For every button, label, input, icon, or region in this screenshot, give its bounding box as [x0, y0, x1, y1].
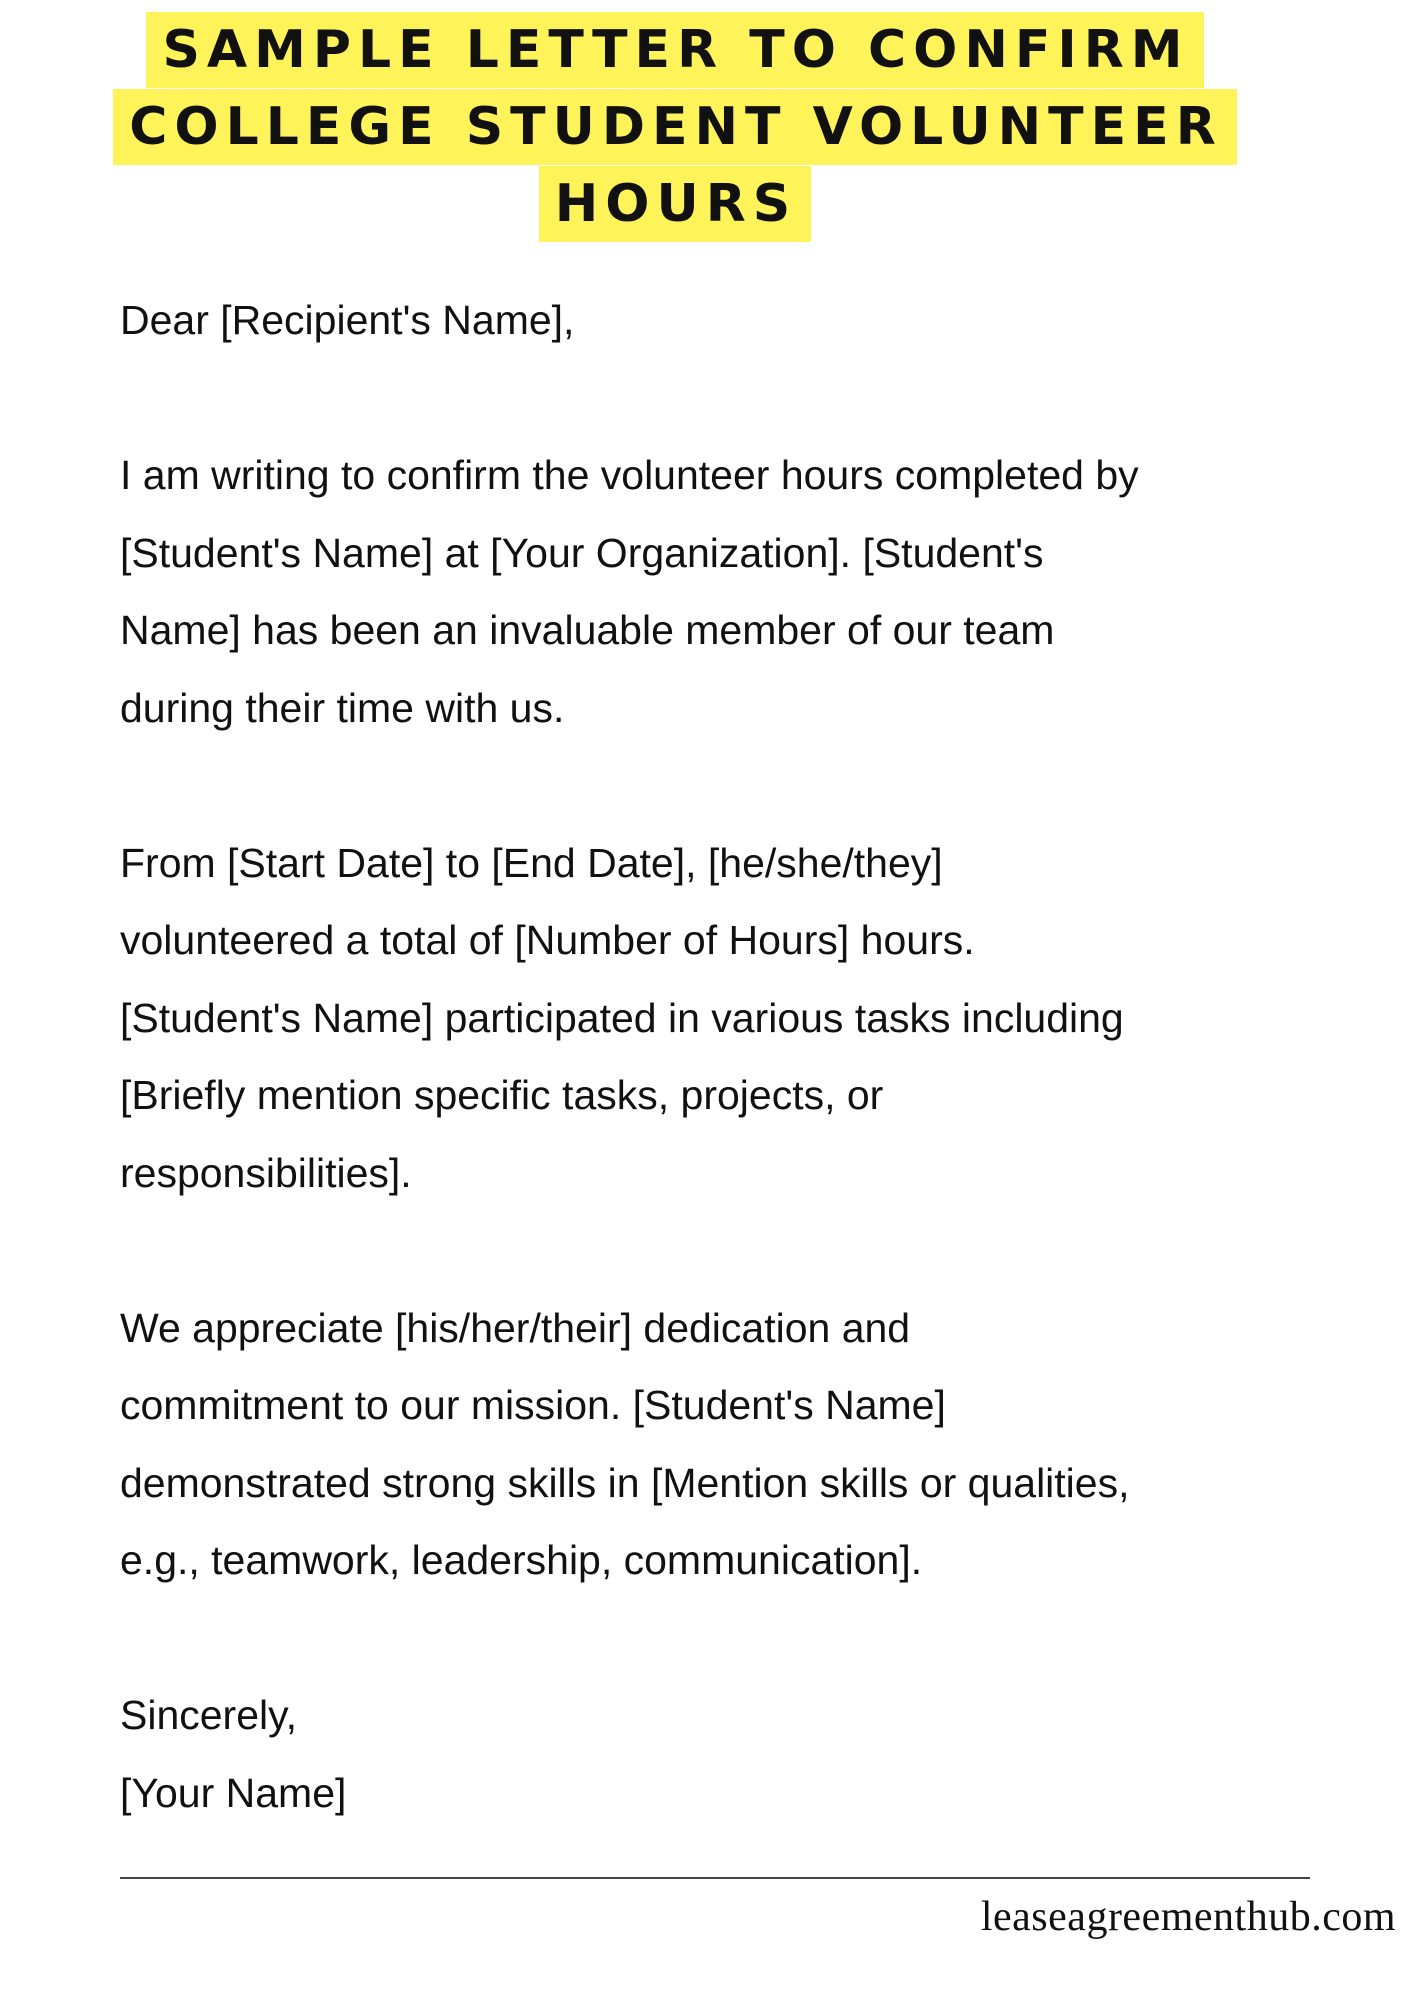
- signature-placeholder: [Your Name]: [120, 1769, 347, 1816]
- paragraph-1-line: [Student's Name] at [Your Organization]. [Student's: [120, 529, 1044, 576]
- letter-body: [120, 282, 1360, 1832]
- paragraph-1: [120, 437, 1360, 747]
- footer-website: leaseagreementhub.com: [980, 1894, 1396, 1940]
- title-line-1: SAMPLE LETTER TO CONFIRM: [146, 12, 1203, 88]
- paragraph-1-line: Name] has been an invaluable member of our team: [120, 607, 1055, 653]
- title-line-3: HOURS: [539, 166, 811, 242]
- paragraph-3-line: e.g., teamwork, leadership, communication].: [120, 1537, 923, 1583]
- paragraph-2-line: [Student's Name] participated in various tasks including: [120, 994, 1124, 1041]
- paragraph-3: [120, 1290, 1360, 1600]
- paragraph-2: [120, 825, 1360, 1213]
- paragraph-1-line: I am writing to confirm the volunteer hours completed by: [120, 452, 1139, 498]
- title-line-1-wrap: [100, 12, 1250, 89]
- closing: Sincerely,: [120, 1692, 297, 1738]
- paragraph-3-line: We appreciate [his/her/their] dedication and: [120, 1304, 911, 1351]
- title-line-2-wrap: [100, 89, 1250, 166]
- title-line-3-wrap: [100, 166, 1250, 243]
- paragraph-3-line: commitment to our mission. [Student's Name]: [120, 1382, 946, 1428]
- title-line-2: COLLEGE STUDENT VOLUNTEER: [113, 89, 1237, 165]
- paragraph-gap: [120, 360, 1360, 438]
- paragraph-gap: [120, 1212, 1360, 1290]
- paragraph-gap: [120, 1600, 1360, 1678]
- paragraph-2-line: From [Start Date] to [End Date], [he/she/they]: [120, 839, 943, 886]
- paragraph-2-line: responsibilities].: [120, 1149, 412, 1196]
- paragraph-1-line: during their time with us.: [120, 684, 565, 731]
- footer-divider: [120, 1877, 1310, 1879]
- paragraph-gap: [120, 747, 1360, 825]
- paragraph-2-line: [Briefly mention specific tasks, projects, or: [120, 1072, 884, 1118]
- paragraph-2-line: volunteered a total of [Number of Hours] hours.: [120, 917, 975, 963]
- salutation: Dear [Recipient's Name],: [120, 297, 575, 343]
- paragraph-3-line: demonstrated strong skills in [Mention skills or qualities,: [120, 1459, 1130, 1506]
- document-title: [100, 12, 1250, 243]
